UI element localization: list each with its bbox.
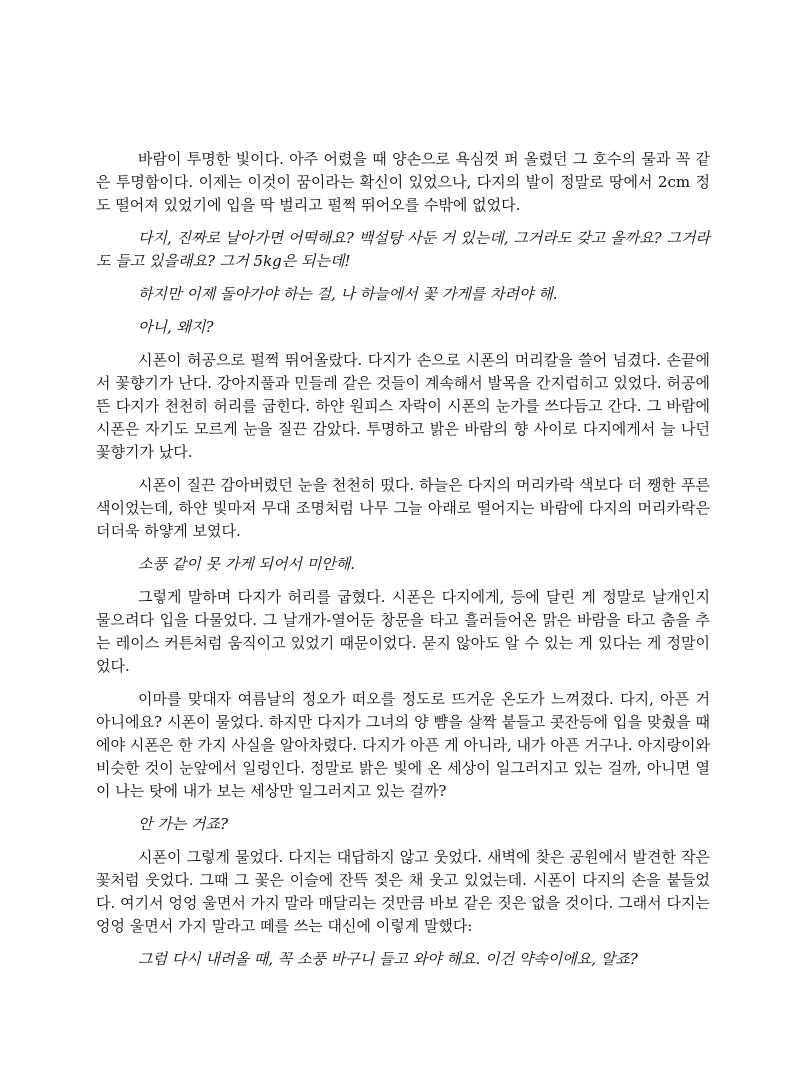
document-page [96, 148, 710, 981]
paragraph-6: 시폰이 그렇게 물었다. 다지는 대답하지 않고 웃었다. 새벽에 찾은 공원에서 발견한 작은 꽃처럼 웃었다. 그때 그 꽃은 이슬에 잔뜩 젖은 채 웃고 있었는데. 시폰이 다지의 손을 붙들었다. 여기서 엉엉 울면서 가지 말라 매달리는 것만큼 바보 같은 짓은 없을 것이다. 그래서 다지는 엉엉 울면서 가지 말라고 떼를 쓰는 대신에 이렇게 말했다: [96, 848, 710, 935]
dialogue-5: 안 가는 거죠? [138, 815, 229, 833]
paragraph-2: 시폰이 허공으로 펄쩍 뛰어올랐다. 다지가 손으로 시폰의 머리칼을 쓸어 넘겼다. 손끝에서 꽃향기가 난다. 강아지풀과 민들레 같은 것들이 계속해서 발목을 간지럽히고 있었다. 허공에 뜬 다지가 천천히 허리를 굽힌다. 하얀 원피스 자락이 시폰의 눈가를 쓰다듬고 간다. 그 바람에 시폰은 자기도 모르게 눈을 질끈 감았다. 투명하고 밝은 바람의 향 사이로 다지에게서 늘 나던 꽃향기가 났다. [96, 351, 710, 461]
paragraph-3: 시폰이 질끈 감아버렸던 눈을 천천히 떴다. 하늘은 다지의 머리카락 색보다 더 쨍한 푸른색이었는데, 하얀 빛마저 무대 조명처럼 나무 그늘 아래로 떨어지는 바람에 다지의 머리카락은 더더욱 하얗게 보였다. [96, 476, 710, 540]
paragraph-5: 이마를 맞대자 여름날의 정오가 떠오를 정도로 뜨거운 온도가 느껴졌다. 다지, 아픈 거 아니에요? 시폰이 물었다. 하지만 다지가 그녀의 양 뺨을 살짝 붙들고 콧잔등에 입을 맞췄을 때에야 시폰은 한 가지 사실을 알아차렸다. 다지가 아픈 게 아니라, 내가 아픈 거구나. 아지랑이와 비슷한 것이 눈앞에서 일렁인다. 정말로 밝은 빛에 온 세상이 일그러지고 있는 걸까, 아니면 열이 나는 탓에 내가 보는 세상만 일그러지고 있는 걸까? [96, 690, 710, 800]
dialogue-2: 하지만 이제 돌아가야 하는 걸, 나 하늘에서 꽃 가게를 차려야 해. [138, 285, 558, 303]
dialogue-4: 소풍 같이 못 가게 되어서 미안해. [138, 555, 355, 573]
dialogue-6: 그럼 다시 내려올 때, 꼭 소풍 바구니 들고 와야 해요. 이건 약속이에요, 알죠? [138, 950, 638, 968]
paragraph-1: 바람이 투명한 빛이다. 아주 어렸을 때 양손으로 욕심껏 퍼 올렸던 그 호수의 물과 꼭 같은 투명함이다. 이제는 이것이 꿈이라는 확신이 있었으나, 다지의 발이 정말로 땅에서 2cm 정도 떨어져 있었기에 입을 딱 벌리고 펄쩍 뛰어오를 수밖에 없었다. [96, 150, 710, 214]
dialogue-3: 아니, 왜지? [138, 318, 214, 336]
dialogue-1: 다지, 진짜로 날아가면 어떡해요? 백설탕 사둔 거 있는데, 그거라도 갖고 올까요? 그거라도 들고 있을래요? 그거 5kg은 되는데! [96, 229, 710, 270]
paragraph-4: 그렇게 말하며 다지가 허리를 굽혔다. 시폰은 다지에게, 등에 달린 게 정말로 날개인지 물으려다 입을 다물었다. 그 날개가-열어둔 창문을 타고 흘러들어온 맑은 바람을 타고 춤을 추는 레이스 커튼처럼 움직이고 있었기 때문이었다. 묻지 않아도 알 수 있는 게 있다는 게 정말이었다. [96, 588, 710, 675]
